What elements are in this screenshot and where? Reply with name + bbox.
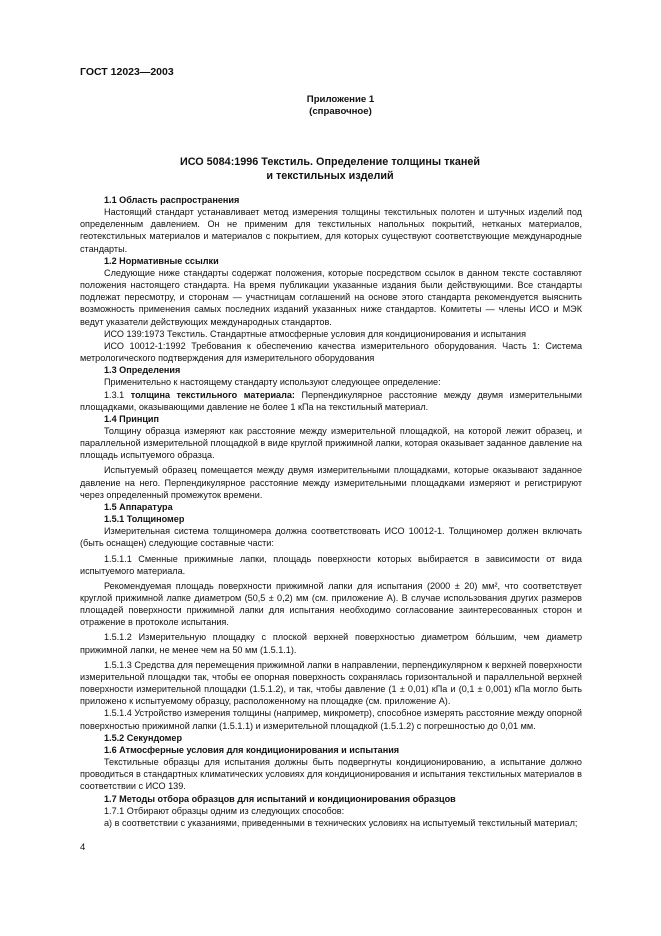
section-heading: 1.7 Методы отбора образцов для испытаний и кондиционирования образцов [104, 793, 456, 804]
paragraph: 1.5.1.3 Средства для перемещения прижимной лапки в направлении, перпендикулярном к верхней поверхности измерительной площадки так, чтобы ее опорная поверхность сохранялась горизонтальной и параллельной верхней поверхности измерительной площадки (1.5.1.2), и так, чтобы давление (1 ± 0,01) кПа и (0,1 ± 0,001) кПа могло быть приложено к испытуемому образцу, расположенному на площадке (см. приложение А). [80, 659, 582, 707]
paragraph: Рекомендуемая площадь поверхности прижимной лапки для испытания (2000 ± 20) мм², что соответствует круглой прижимной лапке диаметром (50,5 ± 0,2) мм (см. приложение А). В случае использования других размеров площадей поверхности прижимной лапки для испытания необходимо согласование заинтересованных сторон и отражение в протоколе испытания. [80, 580, 582, 628]
section-heading: 1.5.2 Секундомер [104, 732, 183, 743]
title-line-2: и текстильных изделий [266, 170, 394, 182]
section-heading: 1.6 Атмосферные условия для кондиционирования и испытания [104, 744, 400, 755]
paragraph: а) в соответствии с указаниями, приведенными в технических условиях на испытуемый текстильный материал; [104, 817, 578, 828]
paragraph: 1.7.1 Отбирают образцы одним из следующих способов: [104, 805, 345, 816]
section-heading: 1.3 Определения [104, 365, 181, 376]
paragraph: Применительно к настоящему стандарту используют следующее определение: [104, 377, 441, 388]
section-heading: 1.5 Аппаратура [104, 501, 173, 512]
section-heading: 1.2 Нормативные ссылки [104, 255, 219, 266]
document-body [80, 194, 582, 829]
annex-subtitle: (справочное) [309, 106, 372, 117]
annex-heading [0, 94, 661, 118]
paragraph: 1.5.1.1 Сменные прижимные лапки, площадь поверхности которых выбирается в зависимости от вида испытуемого материала. [80, 553, 582, 576]
paragraph: Настоящий стандарт устанавливает метод измерения толщины текстильных полотен и штучных изделий под определенным давлением. Он не применим для текстильных напольных покрытий, нетканых материалов, геотекстильных материалов и материалов с покрытием, для которых существуют соответствующие международные стандарты. [80, 207, 582, 254]
section-heading: 1.5.1 Толщиномер [104, 514, 185, 525]
paragraph: Измерительная система толщиномера должна соответствовать ИСО 10012-1. Толщиномер должен включать (быть оснащен) следующие составные части: [80, 526, 582, 549]
definition-text: Перпендикулярное расстояние между двумя измерительными площадками, оказывающими давление не более 1 кПа на текстильный материал. [80, 389, 582, 412]
annex-title: Приложение 1 [306, 94, 375, 105]
document-title [80, 155, 580, 183]
paragraph: 1.5.1.4 Устройство измерения толщины (например, микрометр), способное измерять расстояние между опорной поверхностью прижимной лапки (1.5.1.1) и измерительной площадкой (1.5.1.2) с погрешностью до 0,01 мм. [80, 708, 582, 731]
page-number: 4 [80, 842, 86, 853]
paragraph: Испытуемый образец помещается между двумя измерительными площадками, которые оказывают заданное давление на него. Перпендикулярное расстояние между измерительными площадками измеряют и регистрируют через определенный промежуток времени. [80, 465, 582, 500]
paragraph [80, 389, 582, 413]
section-heading: 1.4 Принцип [104, 413, 160, 424]
paragraph: Следующие ниже стандарты содержат положения, которые посредством ссылок в данном тексте составляют положения настоящего стандарта. На время публикации указанные издания были действующими. Все стандарты подлежат пересмотру, и сторонам — участницам соглашений на основе этого стандарта рекомендуется выяснить возможность применения самых последних изданий указанных ниже стандартов. Комитеты — члены ИСО и МЭК ведут указатели действующих международных стандартов. [80, 267, 582, 327]
section-heading: 1.1 Область распространения [104, 195, 240, 205]
paragraph: 1.5.1.2 Измерительную площадку с плоской верхней поверхностью диаметром бо́льшим, чем диаметр прижимной лапки, не менее чем на 50 мм (1.5.1.1). [80, 632, 582, 655]
title-line-1: ИСО 5084:1996 Текстиль. Определение толщины тканей [179, 156, 480, 168]
clause-number: 1.3.1 [104, 389, 131, 400]
paragraph: ИСО 139:1973 Текстиль. Стандартные атмосферные условия для кондиционирования и испытания [104, 328, 527, 339]
paragraph: Толщину образца измеряют как расстояние между измерительной площадкой, на которой лежит образец, и параллельной измерительной площадкой в виде круглой прижимной лапки, которая оказывает заданное давление на площадь испытуемого образца. [80, 425, 582, 461]
term: толщина текстильного материала: [130, 389, 295, 400]
paragraph: ИСО 10012-1:1992 Требования к обеспечению качества измерительного оборудования. Часть 1: Система метрологического подтверждения для измерительного оборудования [80, 340, 582, 364]
paragraph: Текстильные образцы для испытания должны быть подвергнуты кондиционированию, а испытание должно проводиться в стандартных климатических условиях для кондиционирования и испытания текстильных материалов в соответствии с ИСО 139. [80, 757, 582, 792]
document-header: ГОСТ 12023—2003 [80, 66, 174, 78]
